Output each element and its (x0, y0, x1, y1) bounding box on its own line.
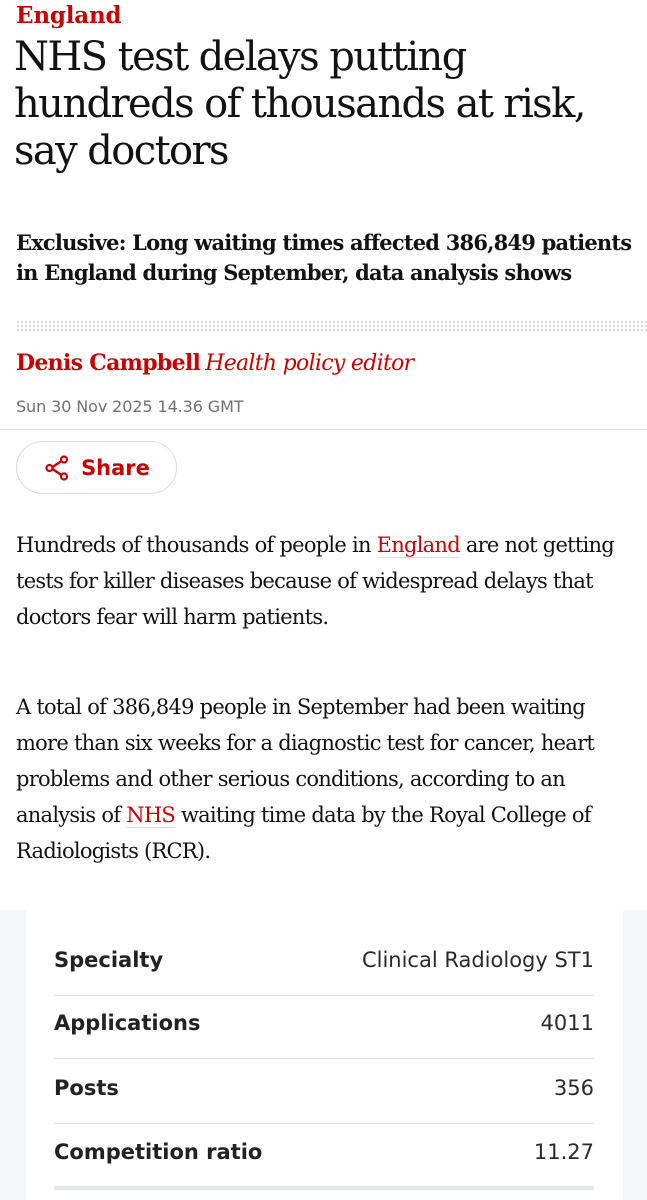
author-role: Health policy editor (205, 351, 414, 376)
row-value: Clinical Radiology ST1 (361, 948, 594, 972)
standfirst: Exclusive: Long waiting times affected 386,849 patients in England during September, data analysis shows (16, 230, 632, 285)
headline: NHS test delays putting hundreds of thousands at risk, say doctors (14, 34, 585, 174)
meta-divider (0, 429, 647, 430)
author-name-link[interactable]: Denis Campbell (16, 350, 201, 376)
body-paragraph-2 (16, 689, 636, 869)
table-row (54, 948, 594, 972)
row-divider (54, 1123, 594, 1124)
table-row (54, 1140, 594, 1164)
row-label: Applications (54, 1011, 201, 1035)
nhs-link[interactable]: NHS (126, 803, 176, 827)
table-row (54, 1011, 594, 1035)
row-label: Specialty (54, 948, 164, 972)
row-label: Competition ratio (54, 1140, 263, 1164)
dotted-divider (16, 320, 647, 332)
share-button[interactable] (16, 441, 177, 494)
paragraph-2-text-end: waiting time data by the Royal College of Radiologists (RCR). (16, 803, 591, 863)
stats-table (26, 910, 623, 1200)
stats-panel (0, 910, 647, 1200)
share-label: Share (81, 455, 150, 480)
row-divider (54, 1186, 594, 1190)
body-paragraph-1 (16, 527, 636, 635)
section-kicker-link[interactable]: England (16, 2, 122, 29)
row-divider (54, 995, 594, 996)
row-divider (54, 1058, 594, 1059)
share-icon (43, 454, 71, 482)
paragraph-1-text-start: Hundreds of thousands of people in (16, 533, 377, 557)
row-value: 356 (553, 1076, 594, 1100)
paragraph-1-text-end: are not getting tests for killer diseases because of widespread delays that doctors fear will harm patients. (16, 533, 614, 629)
row-value: 11.27 (533, 1140, 594, 1164)
publish-date: Sun 30 Nov 2025 14.36 GMT (16, 397, 244, 416)
paragraph-2-text-start: A total of 386,849 people in September had been waiting more than six weeks for a diagnostic test for cancer, heart problems and other serious conditions, according to an analysis of (16, 695, 595, 827)
england-link[interactable]: England (376, 533, 460, 557)
table-row (54, 1076, 594, 1100)
byline (16, 350, 413, 376)
row-label: Posts (54, 1076, 119, 1100)
row-value: 4011 (540, 1011, 594, 1035)
